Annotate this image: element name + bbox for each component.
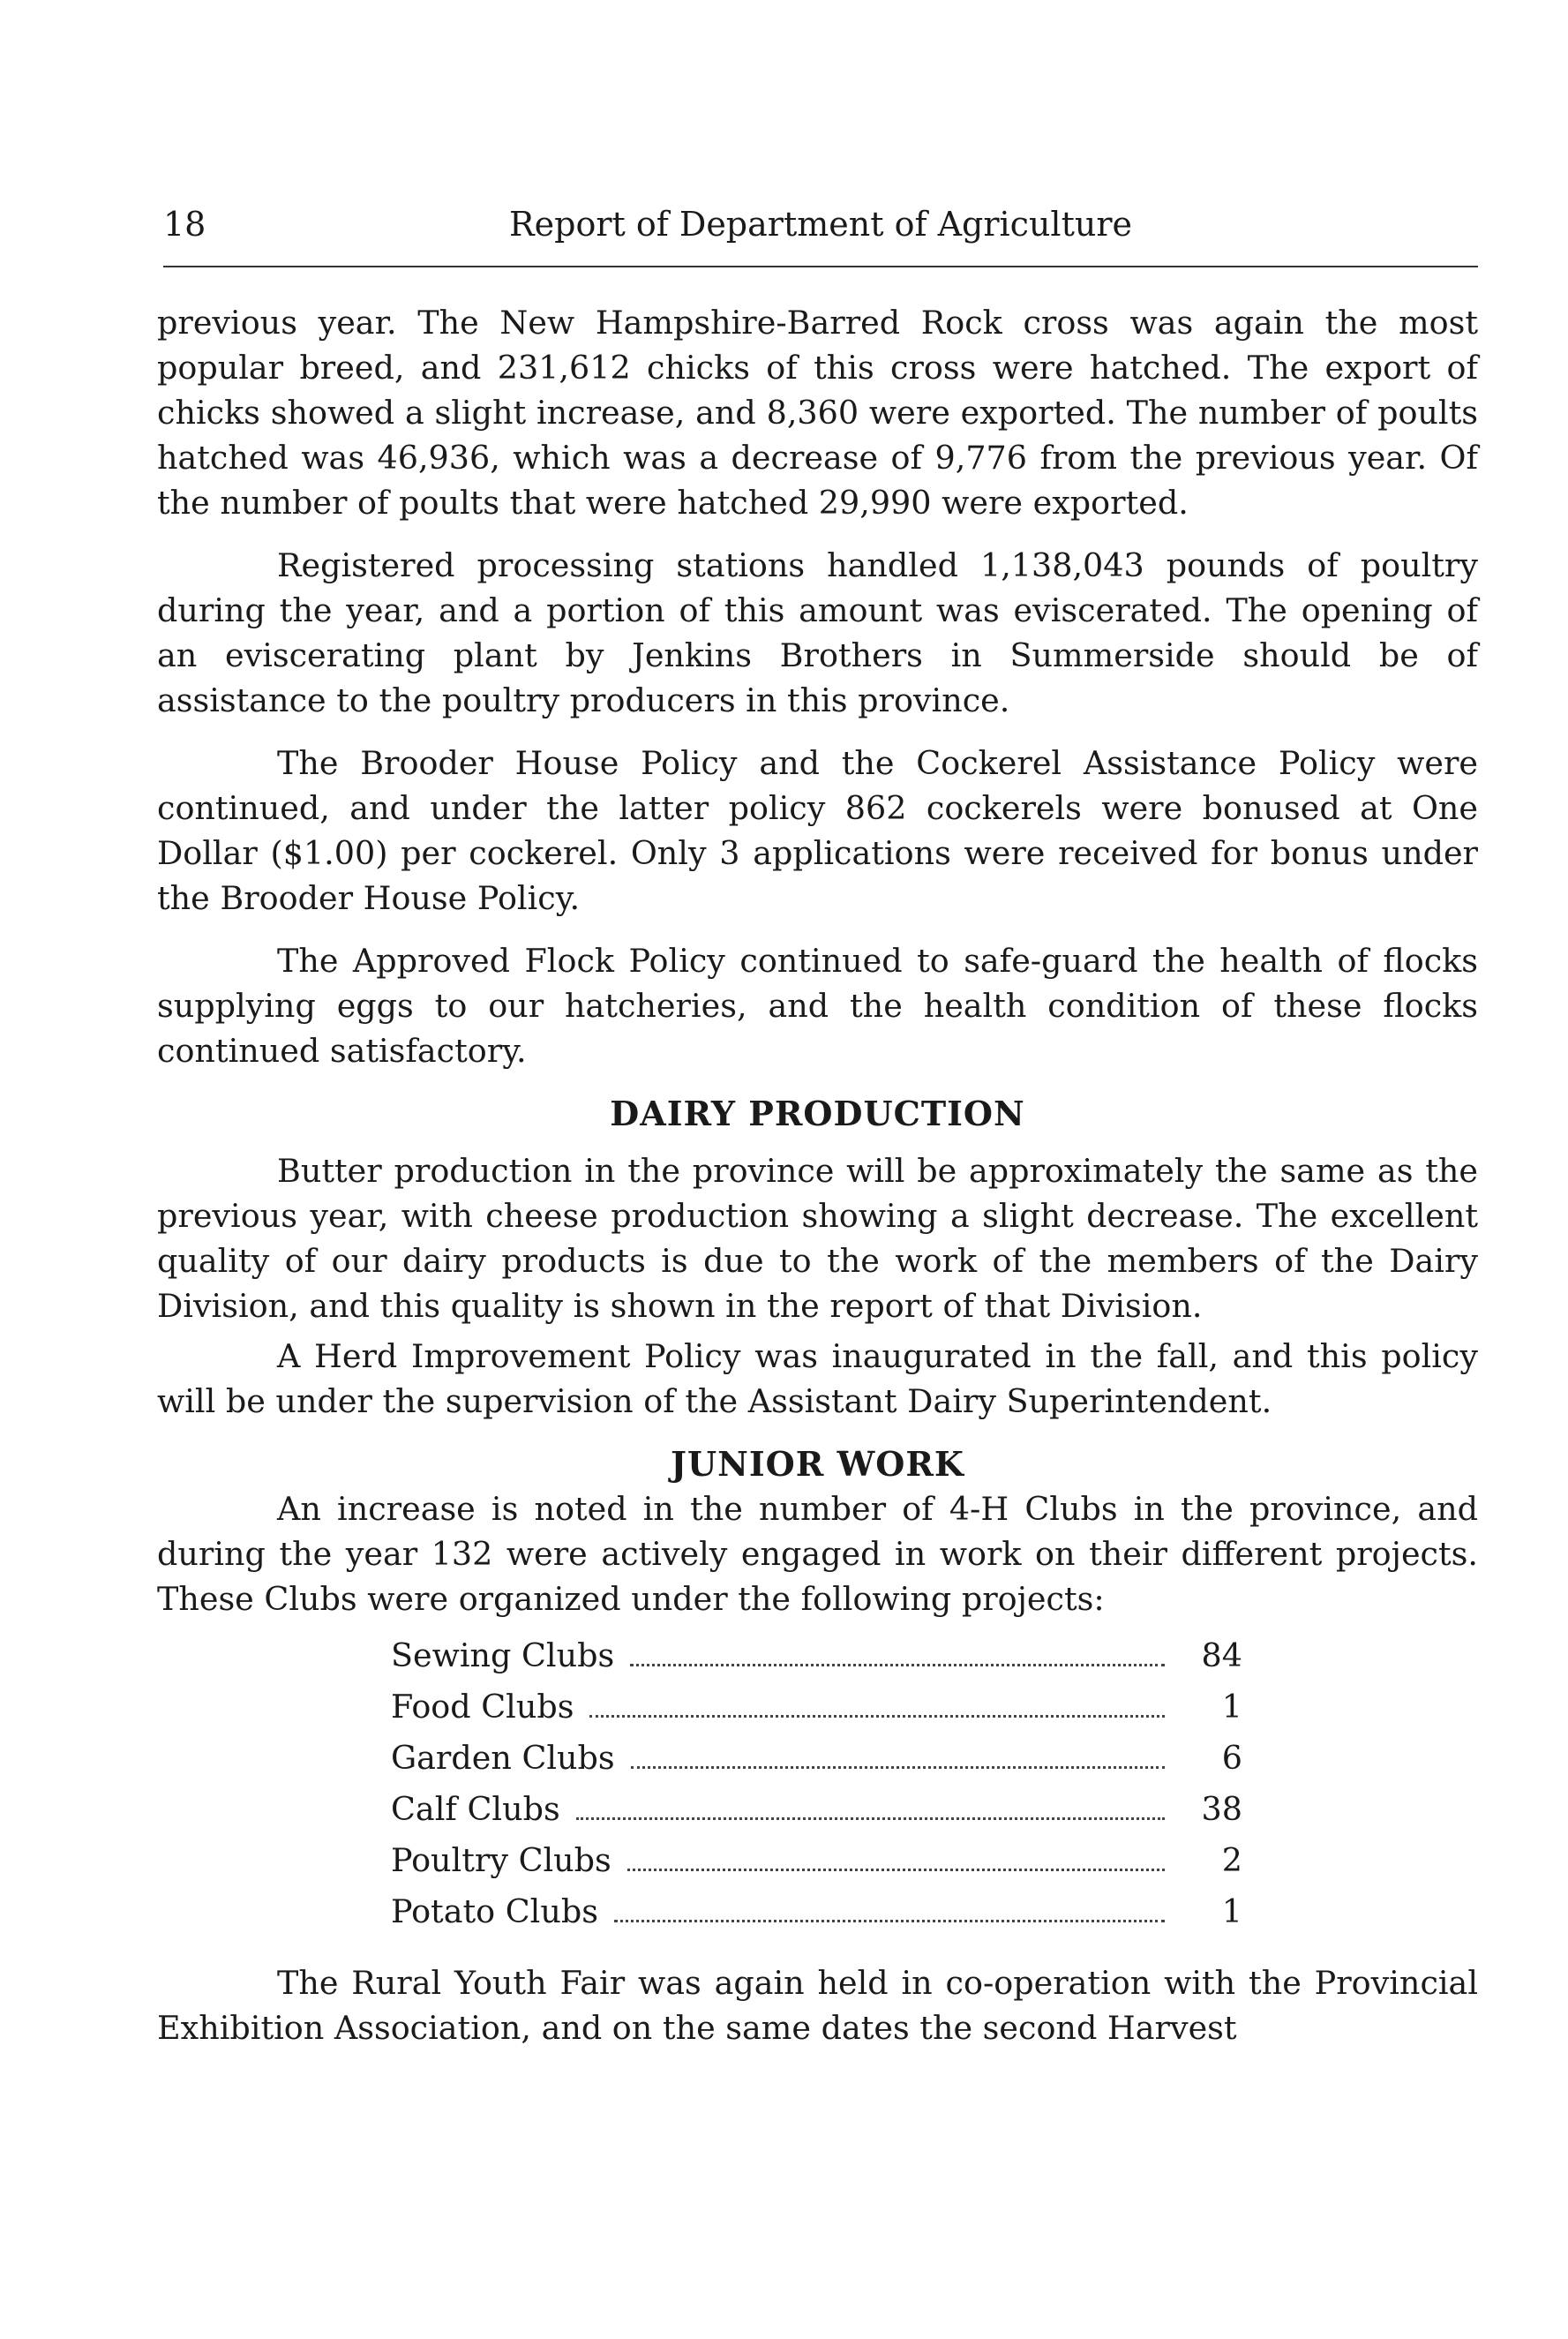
list-item: [391, 1835, 1242, 1886]
running-title: Report of Department of Agriculture: [509, 205, 1132, 244]
paragraph-poultry-continued: previous year. The New Hampshire-Barred Rock cross was again the most popular breed, and 231,612 chicks of this cross were hatched. The export of chicks showed a slight increase, and 8,360 were exported. The number of poults hatched was 46,936, which was a decrease of 9,776 from the previous year. Of the number of poults that were hatched 29,990 were exported.: [157, 304, 1478, 522]
club-count: 38: [1201, 1790, 1242, 1828]
paragraph-herd-improvement: A Herd Improvement Policy was inaugurated in the fall, and this policy will be under the supervision of the Assistant Dairy Superintendent.: [157, 1337, 1478, 1420]
paragraph-brooder-policy: The Brooder House Policy and the Cockerel Assistance Policy were continued, and under the latter policy 862 cockerels were bonused at One Dollar ($1.00) per cockerel. Only 3 applications were received for bonus under the Brooder House Policy.: [157, 744, 1478, 917]
paragraph-4h-clubs: An increase is noted in the number of 4-H Clubs in the province, and during the year 132 were actively engaged in work on their different projects. These Clubs were organized under the following projects:: [157, 1490, 1478, 1618]
club-name: Sewing Clubs: [391, 1636, 615, 1674]
club-count: 2: [1221, 1841, 1242, 1879]
paragraph-processing-stations: Registered processing stations handled 1,138,043 pounds of poultry during the year, and a portion of this amount was eviscerated. The opening of an eviscerating plant by Jenkins Brothers in Summerside should be of assistance to the poultry producers in this province.: [157, 546, 1478, 719]
paragraph-rural-youth-fair: The Rural Youth Fair was again held in co-operation with the Provincial Exhibition Association, and on the same dates the second Harvest: [157, 1964, 1478, 2047]
body-text: [157, 300, 1478, 2068]
dot-leader: [589, 1715, 1165, 1718]
heading-dairy-production: DAIRY PRODUCTION: [610, 1094, 1025, 1133]
dot-leader: [614, 1920, 1165, 1922]
heading-junior-work: JUNIOR WORK: [671, 1444, 964, 1484]
paragraph-approved-flock: The Approved Flock Policy continued to safe-guard the health of flocks supplying eggs to our hatcheries, and the health condition of these flocks continued satisfactory.: [157, 942, 1478, 1070]
clubs-list: [391, 1630, 1242, 1937]
club-name: Poultry Clubs: [391, 1841, 611, 1879]
club-count: 1: [1221, 1688, 1242, 1726]
page-header: [163, 205, 1478, 258]
header-rule: [163, 266, 1478, 267]
club-name: Garden Clubs: [391, 1739, 615, 1777]
dot-leader: [576, 1817, 1165, 1820]
club-count: 1: [1221, 1892, 1242, 1930]
club-name: Calf Clubs: [391, 1790, 560, 1828]
club-count: 84: [1201, 1636, 1242, 1674]
club-name: Potato Clubs: [391, 1892, 598, 1930]
dot-leader: [631, 1766, 1165, 1769]
list-item: [391, 1630, 1242, 1681]
dot-leader: [630, 1664, 1165, 1666]
club-name: Food Clubs: [391, 1688, 574, 1726]
list-item: [391, 1784, 1242, 1835]
page-number: 18: [163, 205, 206, 244]
paragraph-butter-production: Butter production in the province will be approximately the same as the previous year, with cheese production showing a slight decrease. The excellent quality of our dairy products is due to the work of the members of the Dairy Division, and this quality is shown in the report of that Division.: [157, 1152, 1478, 1325]
list-item: [391, 1681, 1242, 1733]
list-item: [391, 1733, 1242, 1784]
club-count: 6: [1221, 1739, 1242, 1777]
dot-leader: [627, 1869, 1165, 1871]
list-item: [391, 1886, 1242, 1937]
